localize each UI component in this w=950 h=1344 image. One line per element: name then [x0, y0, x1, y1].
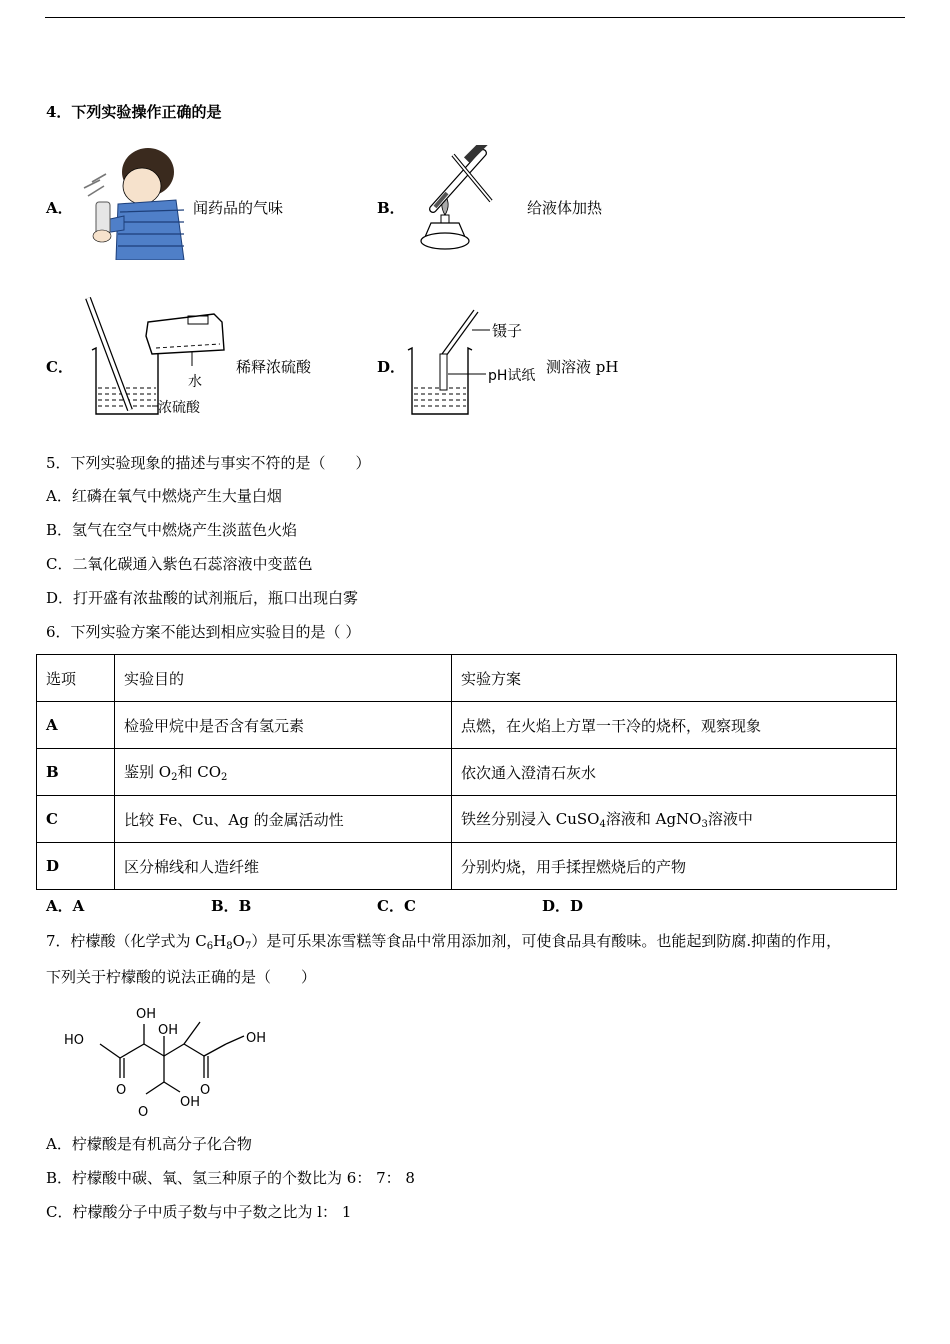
- q7-option-c: C．柠檬酸分子中质子数与中子数之比为 l： 1: [46, 1203, 352, 1221]
- row-option: D: [37, 843, 115, 890]
- row-option: A: [37, 702, 115, 749]
- q6-answer-c: C．C: [377, 897, 416, 915]
- table-row: [37, 796, 897, 843]
- ph-paper-label: pH试纸: [488, 368, 536, 384]
- row-plan: 铁丝分别浸入 CuSO$_4$溶液和 AgNO$_3$溶液中: [452, 796, 897, 843]
- header-option: 选项: [37, 655, 115, 702]
- row-plan: 依次通入澄清石灰水: [452, 749, 897, 796]
- q5-stem: 5．下列实验现象的描述与事实不符的是（ ）: [46, 454, 371, 472]
- q4-option-c-label: 稀释浓硫酸: [236, 358, 312, 376]
- experiment-table: [36, 654, 897, 890]
- q7-option-a: A．柠檬酸是有机高分子化合物: [46, 1135, 252, 1153]
- smell-chemical-figure: [76, 142, 188, 260]
- ho-label: HO: [64, 1033, 85, 1048]
- oh-label: OH: [136, 1007, 157, 1022]
- header-goal: 实验目的: [115, 655, 452, 702]
- q7-stem: 7．柠檬酸（化学式为 $C_6H_8O_7$）是可乐果冻雪糕等食品中常用添加剂，可使食品具有酸味。也能起到防腐.抑菌的作用，: [46, 932, 842, 952]
- o-label: O: [200, 1083, 211, 1098]
- row-goal: 鉴别 $O_2$和 $CO_2$: [115, 749, 452, 796]
- q4-option-d-label: 测溶液 pH: [546, 358, 619, 376]
- row-goal: 区分棉线和人造纤维: [115, 843, 452, 890]
- table-row: [37, 702, 897, 749]
- conc-acid-label: 浓硫酸: [158, 400, 200, 416]
- dilute-acid-figure: [82, 292, 232, 420]
- tweezers-label: 镊子: [492, 322, 523, 340]
- q6-answer-d: D．D: [542, 897, 584, 915]
- q7-option-b: B．柠檬酸中碳、氧、氢三种原子的个数比为 6： 7： 8: [46, 1169, 415, 1187]
- citric-acid-structure: [60, 1000, 280, 1124]
- header-rule: [45, 17, 905, 18]
- table-header-row: [37, 655, 897, 702]
- oh-label: OH: [158, 1023, 179, 1038]
- q4-option-b-letter: B．: [377, 199, 405, 217]
- row-plan: 分别灼烧，用手揉捏燃烧后的产物: [452, 843, 897, 890]
- q4-option-a-letter: A．: [46, 199, 73, 217]
- q6-answer-a: A．A: [46, 897, 85, 915]
- q4-option-b-label: 给液体加热: [527, 199, 603, 217]
- q4-option-a-label: 闻药品的气味: [193, 199, 284, 217]
- o-label: O: [116, 1083, 127, 1098]
- table-row: [37, 749, 897, 796]
- water-label: 水: [188, 374, 202, 390]
- ph-test-figure: [406, 306, 546, 420]
- q5-option-d: D．打开盛有浓盐酸的试剂瓶后，瓶口出现白雾: [46, 589, 359, 607]
- q5-option-a: A．红磷在氧气中燃烧产生大量白烟: [46, 487, 282, 505]
- row-goal: 检验甲烷中是否含有氢元素: [115, 702, 452, 749]
- row-option: B: [37, 749, 115, 796]
- q6-answer-b: B．B: [211, 897, 252, 915]
- q4-option-d-letter: D．: [377, 358, 406, 376]
- table-row: [37, 843, 897, 890]
- q6-stem: 6．下列实验方案不能达到相应实验目的是（ ）: [46, 623, 361, 641]
- oh-label: OH: [246, 1031, 267, 1046]
- q5-option-c: C．二氧化碳通入紫色石蕊溶液中变蓝色: [46, 555, 313, 573]
- q7-stem-line2: 下列关于柠檬酸的说法正确的是（ ）: [46, 968, 317, 986]
- o-label: O: [138, 1105, 149, 1120]
- q5-option-b: B．氢气在空气中燃烧产生淡蓝色火焰: [46, 521, 298, 539]
- row-option: C: [37, 796, 115, 843]
- header-plan: 实验方案: [452, 655, 897, 702]
- heat-liquid-figure: [403, 145, 495, 257]
- row-goal: 比较 Fe、Cu、Ag 的金属活动性: [115, 796, 452, 843]
- oh-label: OH: [180, 1095, 201, 1110]
- q4-stem: 4．下列实验操作正确的是: [46, 103, 222, 121]
- row-plan: 点燃，在火焰上方罩一干冷的烧杯，观察现象: [452, 702, 897, 749]
- q4-option-c-letter: C．: [46, 358, 73, 376]
